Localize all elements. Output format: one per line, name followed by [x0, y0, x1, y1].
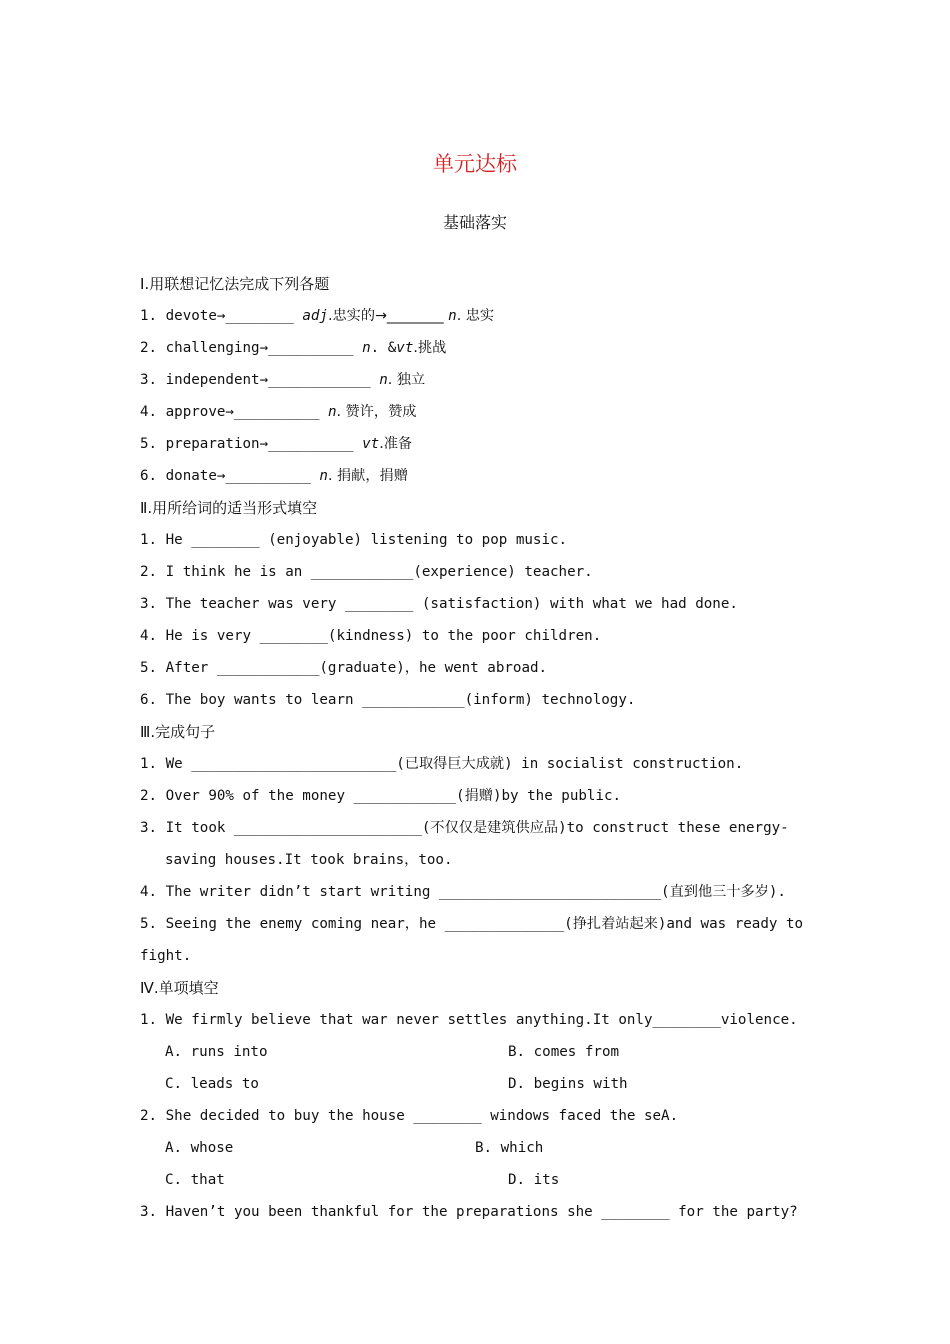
part-of-speech: n — [319, 468, 328, 484]
s1-item-6 — [140, 460, 820, 492]
item-meaning: .准备 — [379, 436, 413, 452]
s1-item-1 — [140, 300, 820, 332]
q2-option-a: A. whose — [165, 1140, 234, 1156]
q1-option-c: C. leads to — [165, 1076, 259, 1092]
q1-options-row-1 — [140, 1036, 820, 1068]
q1-option-d: D. begins with — [508, 1076, 628, 1092]
item-number: 5. — [140, 436, 158, 452]
item-text: approve→__________ — [165, 404, 328, 420]
q2-option-b: B. which — [475, 1140, 544, 1156]
part-of-speech: vt — [396, 340, 414, 356]
item-number: 1. — [140, 308, 158, 324]
part-of-speech: vt — [362, 436, 380, 452]
part-of-speech: n — [362, 340, 371, 356]
q1-option-a: A. runs into — [165, 1044, 268, 1060]
item-number: 4. — [140, 404, 158, 420]
s2-item-1: 1. He ________ (enjoyable) listening to pop music. — [140, 532, 568, 548]
q2-options-row-1 — [140, 1132, 820, 1164]
s1-item-4 — [140, 396, 820, 428]
item-text: donate→__________ — [165, 468, 320, 484]
q1-stem: 1. We firmly believe that war never settles anything.It only________violence. — [140, 1012, 798, 1028]
item-meaning: . 忠实 — [456, 308, 495, 324]
item-meaning: . 独立 — [387, 372, 426, 388]
q2-options-row-2 — [140, 1164, 820, 1196]
s3-item-1: 1. We ________________________(已取得巨大成就) in socialist construction. — [140, 756, 744, 772]
s1-item-3 — [140, 364, 820, 396]
page-subtitle: 基础落实 — [442, 213, 507, 232]
s1-item-2 — [140, 332, 820, 364]
worksheet-body — [140, 268, 820, 1228]
section-2-heading: Ⅱ.用所给词的适当形式填空 — [140, 499, 318, 517]
item-meaning: . 赞许，赞成 — [336, 404, 417, 420]
item-text: devote→________ — [165, 308, 303, 324]
item-meaning: . 捐献，捐赠 — [327, 468, 408, 484]
q2-stem: 2. She decided to buy the house ________ windows faced the seA. — [140, 1108, 679, 1124]
item-text: .忠实的→________ — [327, 308, 449, 324]
item-text: . & — [370, 340, 397, 356]
q3-stem: 3. Haven’t you been thankful for the preparations she ________ for the party? — [140, 1204, 798, 1220]
s2-item-5: 5. After ____________(graduate)，he went abroad. — [140, 660, 548, 676]
s2-item-3: 3. The teacher was very ________ (satisfaction) with what we had done. — [140, 596, 738, 612]
s3-item-2: 2. Over 90% of the money ____________(捐赠)by the public. — [140, 788, 622, 804]
page-title: 单元达标 — [433, 152, 517, 176]
s3-item-4: 4. The writer didn’t start writing __________________________(直到他三十多岁). — [140, 884, 786, 900]
s2-item-2: 2. I think he is an ____________(experience) teacher. — [140, 564, 593, 580]
section-1-heading: Ⅰ.用联想记忆法完成下列各题 — [140, 275, 330, 293]
part-of-speech: adj — [302, 308, 328, 324]
q2-option-d: D. its — [508, 1172, 560, 1188]
s1-item-5 — [140, 428, 820, 460]
q1-option-b: B. comes from — [508, 1044, 620, 1060]
part-of-speech: n — [379, 372, 388, 388]
s3-item-3: 3. It took ______________________(不仅仅是建筑供应品)to construct these energy- — [140, 820, 789, 836]
section-4-heading: Ⅳ.单项填空 — [140, 979, 219, 997]
q1-options-row-2 — [140, 1068, 820, 1100]
item-number: 6. — [140, 468, 158, 484]
item-meaning: .挑战 — [413, 340, 447, 356]
s2-item-4: 4. He is very ________(kindness) to the poor children. — [140, 628, 602, 644]
item-text: independent→____________ — [165, 372, 380, 388]
item-text: preparation→__________ — [165, 436, 363, 452]
q2-option-c: C. that — [165, 1172, 225, 1188]
item-number: 3. — [140, 372, 158, 388]
item-number: 2. — [140, 340, 158, 356]
s3-item-5-cont: fight. — [140, 948, 192, 964]
s3-item-3-cont: saving houses.It took brains，too. — [165, 852, 453, 868]
section-3-heading: Ⅲ.完成句子 — [140, 723, 216, 741]
part-of-speech: n — [448, 308, 457, 324]
s2-item-6: 6. The boy wants to learn ____________(inform) technology. — [140, 692, 636, 708]
s3-item-5: 5. Seeing the enemy coming near，he ______________(挣扎着站起来)and was ready to — [140, 916, 804, 932]
item-text: challenging→__________ — [165, 340, 363, 356]
part-of-speech: n — [327, 404, 337, 420]
